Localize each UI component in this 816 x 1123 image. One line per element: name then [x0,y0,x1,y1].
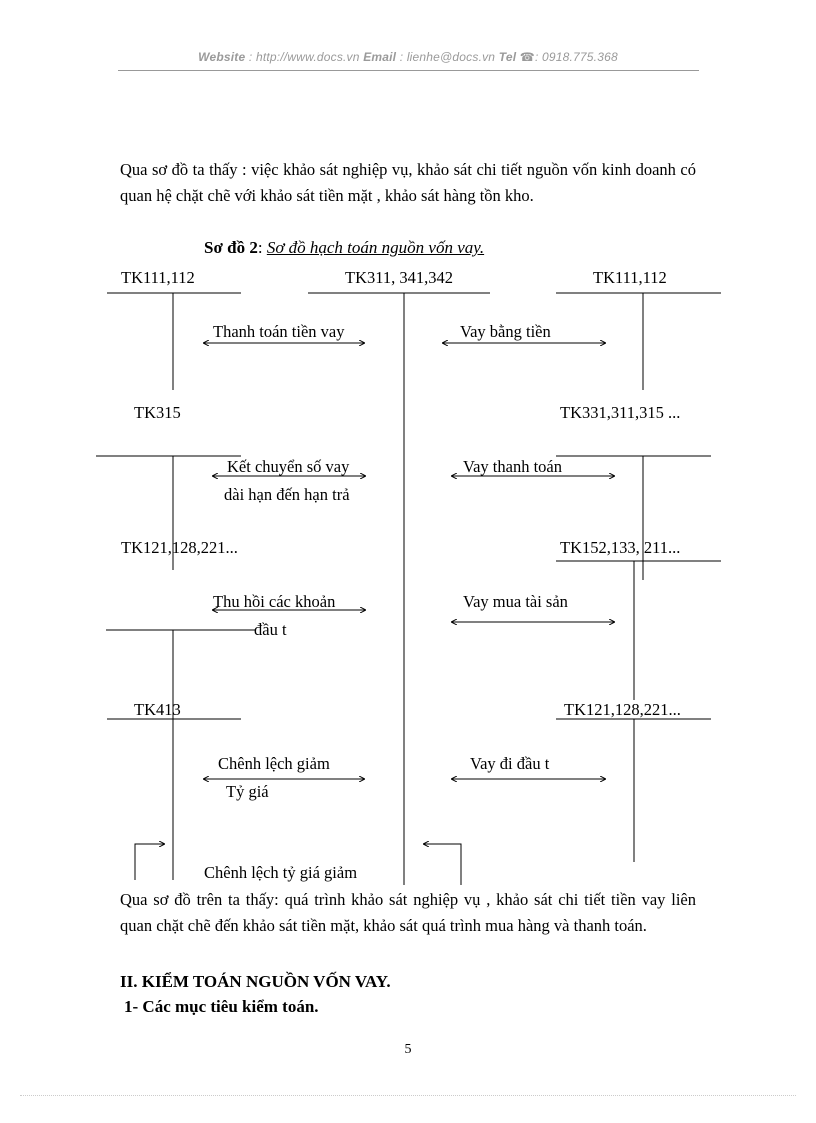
account-left-1: TK111,112 [121,268,195,287]
email-value[interactable]: : lienhe@docs.vn [399,50,496,64]
flow-chenh-lech-line1: Chênh lệch giảm [218,754,330,773]
bracket-left [135,844,164,880]
account-right-3: TK152,133, 211... [560,538,681,557]
account-left-4: TK413 [134,700,181,719]
website-label: Website [198,50,246,64]
tel-label: Tel [498,50,517,64]
flow-ket-chuyen-line2: dài hạn đến hạn trả [224,485,350,504]
account-left-3: TK121,128,221... [121,538,238,557]
flow-vay-thanh-toan: Vay thanh toán [463,457,562,476]
page-number: 5 [404,1042,412,1057]
flow-thanh-toan-tien-vay: Thanh toán tiền vay [213,322,345,341]
flow-vay-bang-tien: Vay bằng tiền [460,322,551,341]
intro-paragraph: Qua sơ đồ ta thấy : việc khảo sát nghiệp vụ, khảo sát chi tiết nguồn vốn kinh doanh có quan hệ chặt chẽ với khảo sát tiền mặt , khảo sát hàng tồn kho. [120,160,696,205]
account-right-1: TK111,112 [593,268,667,287]
flow-thu-hoi-line1: Thu hồi các khoản [213,592,336,611]
bracket-right [424,844,461,885]
flow-thu-hoi-line2: đầu t [254,620,287,639]
account-left-2: TK315 [134,403,181,422]
website-value[interactable]: : http://www.docs.vn [248,50,360,64]
account-right-2: TK331,311,315 ... [560,403,681,422]
footer-divider [20,1095,796,1096]
caption-title: Sơ đồ hạch toán nguồn vốn vay. [266,238,485,257]
conclusion-paragraph: Qua sơ đồ trên ta thấy: quá trình khảo sát nghiệp vụ , khảo sát chi tiết tiền vay liên quan chặt chẽ đến khảo sát tiền mặt, khảo sát quá trình mua hàng và thanh toán. [120,890,696,935]
email-label: Email [363,50,397,64]
tel-value: : 0918.775.368 [534,50,618,64]
flow-chenh-lech-ty-gia-giam: Chênh lệch tỷ giá giảm [204,863,358,882]
phone-icon: ☎ [519,50,535,64]
caption-separator: : [257,238,263,257]
flow-vay-mua-tai-san: Vay mua tài sản [463,592,568,611]
flow-chenh-lech-line2: Tỷ giá [226,782,269,801]
account-right-4: TK121,128,221... [564,700,681,719]
flow-ket-chuyen-line1: Kết chuyển số vay [227,457,350,476]
section-heading: II. KIỂM TOÁN NGUỒN VỐN VAY. [120,972,391,991]
flow-vay-di-dau-tu: Vay đi đầu t [470,754,550,773]
caption-label: Sơ đồ 2 [204,238,258,257]
subsection-heading: 1- Các mục tiêu kiểm toán. [124,997,319,1016]
account-center: TK311, 341,342 [345,268,454,287]
